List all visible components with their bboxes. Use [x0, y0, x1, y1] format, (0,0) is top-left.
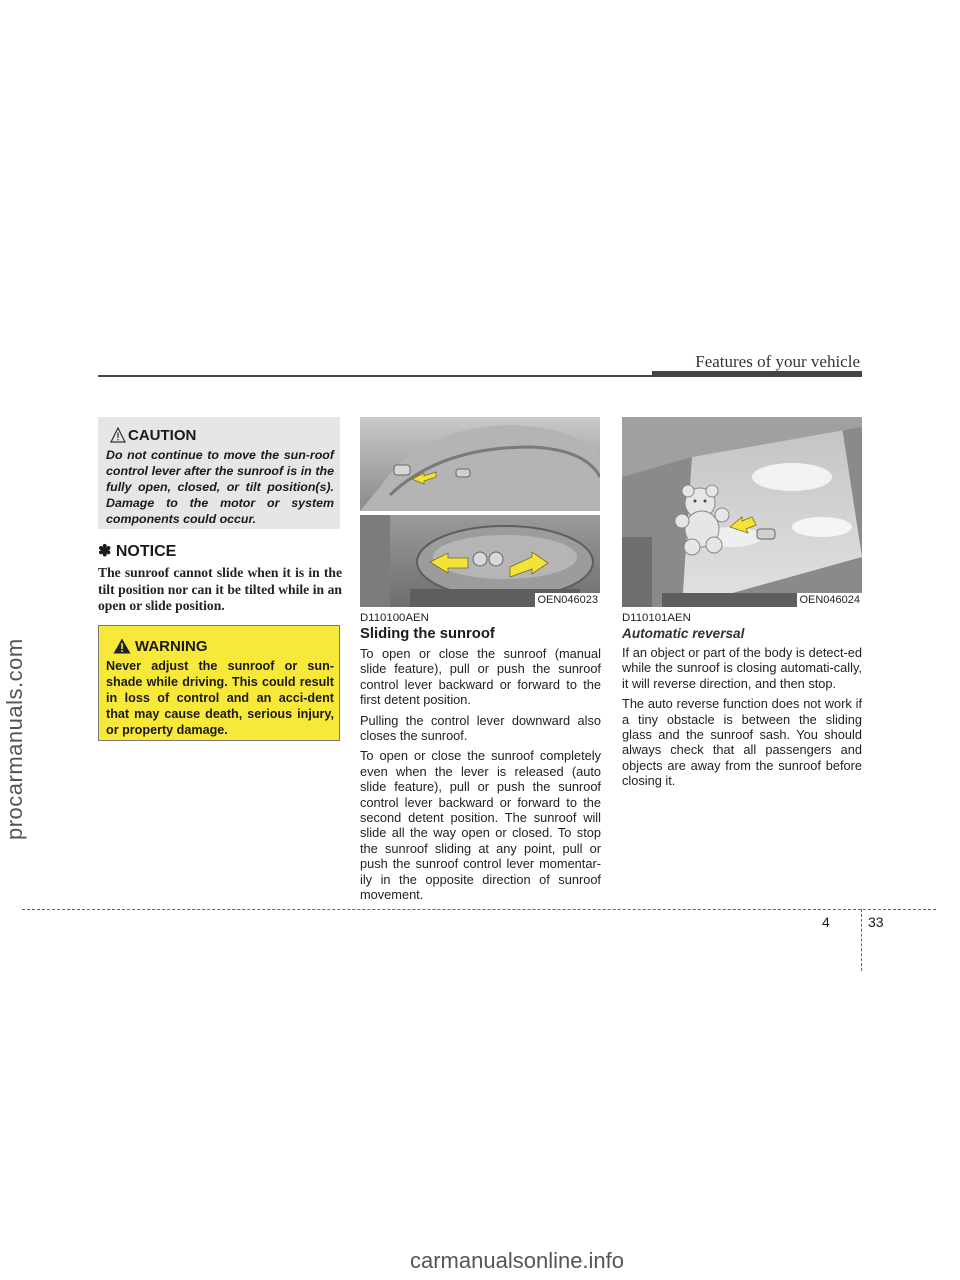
- section-heading: Sliding the sunroof: [360, 626, 495, 642]
- paragraph: If an object or part of the body is detect-ed while the sunroof is closing automati-cally, it will reverse direction, and then stop.: [622, 645, 862, 691]
- header-rule: [98, 375, 862, 377]
- caution-triangle-icon: [110, 427, 126, 443]
- image-code-label: OEN046023: [537, 594, 598, 606]
- notice-body: The sunroof cannot slide when it is in the tilt position nor can it be tilted while in an open or slide position.: [98, 565, 342, 613]
- paragraph: The auto reverse function does not work if a tiny obstacle is between the sliding glass and the sunroof sash. You should always check that all passengers and objects are away from the sunroof before closing it.: [622, 696, 862, 789]
- notice-heading: ✽ NOTICE: [98, 543, 177, 560]
- caution-box: [98, 417, 340, 529]
- automatic-reversal-section: [622, 612, 862, 794]
- watermark-left[interactable]: procarmanuals.com: [2, 638, 27, 840]
- warning-title: WARNING: [135, 638, 208, 655]
- sliding-sunroof-section: [360, 612, 601, 908]
- warning-body: Never adjust the sunroof or sun-shade while driving. This could result in loss of control and an acci-dent that may cause death, serious injury, or property damage.: [106, 659, 334, 737]
- image-code-label: OEN046024: [799, 594, 860, 606]
- caution-title: CAUTION: [128, 427, 197, 444]
- automatic-reversal-illustration: [622, 417, 862, 607]
- page-number: 33: [868, 914, 884, 930]
- warning-box: [98, 625, 340, 741]
- footer-divider: [861, 909, 862, 971]
- paragraph: To open or close the sunroof (manual slide feature), pull or push the sunroof control lever backward or forward to the first detent position.: [360, 646, 601, 708]
- watermark-bottom[interactable]: carmanualsonline.info: [410, 1248, 625, 1273]
- footer-rule: [22, 909, 936, 910]
- section-title: Features of your vehicle: [695, 352, 860, 371]
- section-code: D110100AEN: [360, 612, 429, 624]
- paragraph: To open or close the sunroof completely even when the lever is released (auto slide feature), pull or push the sunroof control lever backward or forward to the second detent position. The sunroof will slide all the way open or closed. To stop the sunroof sliding at any point, pull or push the sunroof control lever momentar-ily in the opposite direction of sunroof movement.: [360, 748, 601, 903]
- automatic-reversal-photo: [622, 417, 862, 607]
- paragraph: Pulling the control lever downward also closes the sunroof.: [360, 712, 601, 744]
- caution-body: Do not continue to move the sun-roof control lever after the sunroof is in the fully open, closed, or tilt position(s). Damage to the motor or system components could occur.: [106, 448, 334, 526]
- sunroof-lever-illustration: [360, 417, 600, 607]
- chapter-number: 4: [822, 914, 830, 930]
- sunroof-lever-photo: [360, 417, 600, 607]
- section-code: D110101AEN: [622, 612, 691, 624]
- warning-triangle-icon: [113, 638, 131, 654]
- section-heading: Automatic reversal: [622, 626, 745, 641]
